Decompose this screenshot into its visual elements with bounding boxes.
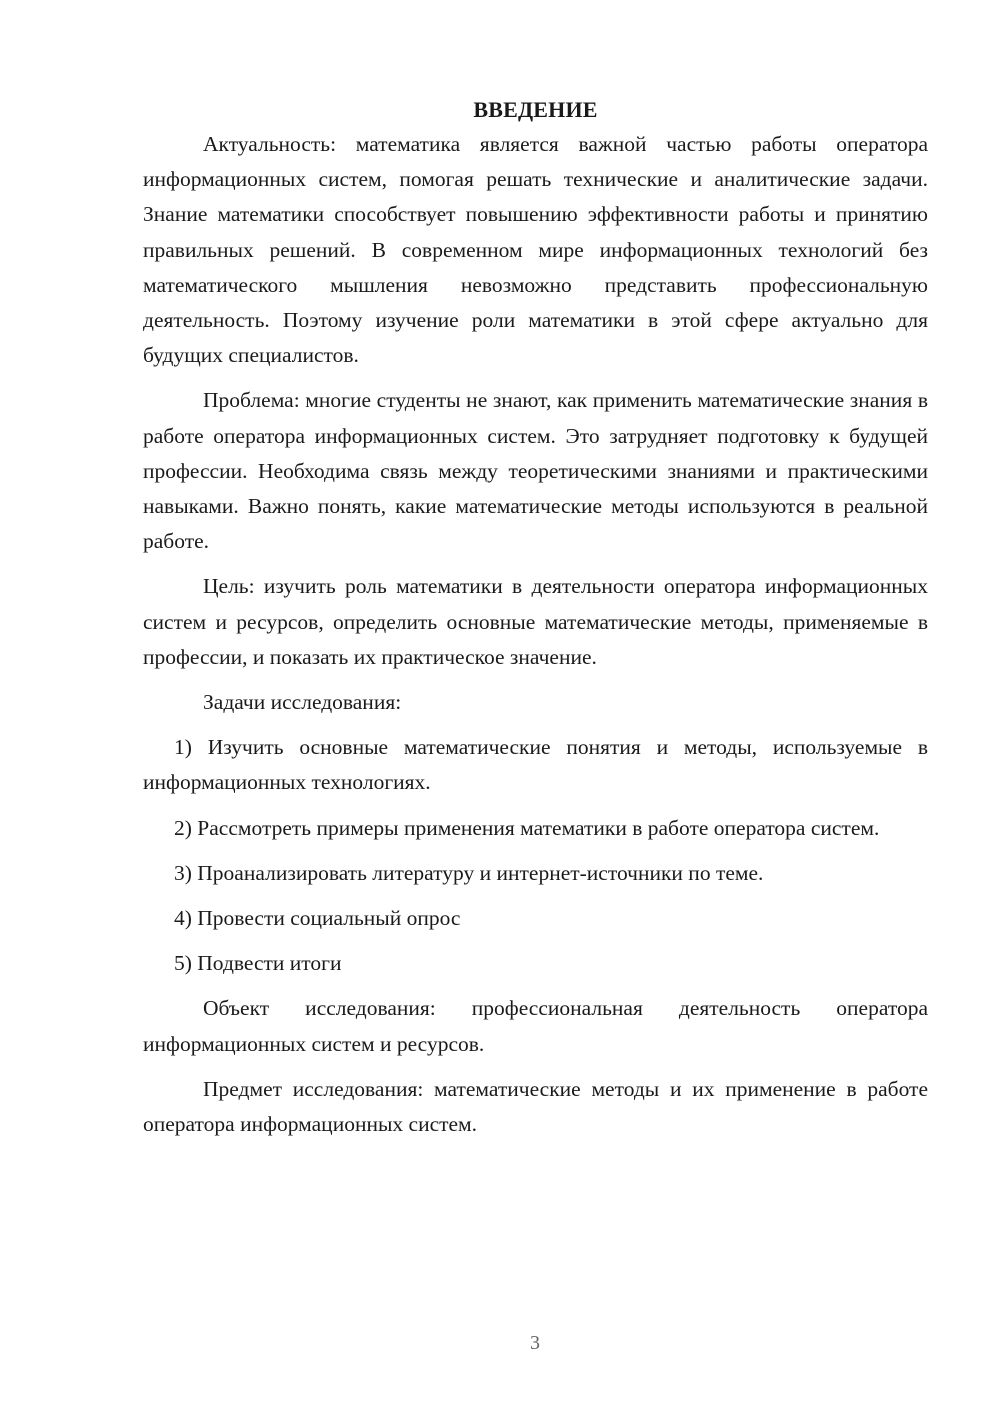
document-page	[143, 92, 928, 1152]
tasks-intro: Задачи исследования:	[203, 690, 402, 715]
relevance-paragraph: Актуальность: математика является важной частью работы оператора информационных систем, помогая решать технические и аналитические задачи. Знание математики способствует повышению эффективности работы и принятию правильных решений. В современном мире информационных технологий без математического мышления невозможно представить профессиональную деятельность. Поэтому изучение роли математики в этой сфере актуально для будущих специалистов.	[143, 132, 928, 368]
object-paragraph: Объект исследования: профессиональная деятельность оператора информационных систем и ресурсов.	[143, 996, 928, 1056]
tasks-list	[143, 730, 928, 981]
task-item: 4) Провести социальный опрос	[174, 906, 461, 931]
section-heading: ВВЕДЕНИЕ	[473, 97, 598, 122]
task-item: 5) Подвести итоги	[174, 951, 342, 976]
task-item: 3) Проанализировать литературу и интернет-источники по теме.	[174, 860, 764, 885]
problem-paragraph: Проблема: многие студенты не знают, как применить математические знания в работе оператора информационных систем. Это затрудняет подготовку к будущей профессии. Необходима связь между теоретическими знаниями и практическими навыками. Важно понять, какие математические методы используются в реальной работе.	[143, 388, 928, 554]
subject-paragraph: Предмет исследования: математические методы и их применение в работе оператора информационных систем.	[143, 1076, 928, 1137]
page-number: 3	[530, 1332, 540, 1354]
goal-paragraph: Цель: изучить роль математики в деятельности оператора информационных систем и ресурсов, определить основные математические методы, применяемые в профессии, и показать их практическое значение.	[143, 574, 928, 669]
task-item: 2) Рассмотреть примеры применения математики в работе оператора систем.	[174, 815, 880, 840]
task-item: 1) Изучить основные математические понятия и методы, используемые в информационных технологиях.	[143, 735, 928, 795]
